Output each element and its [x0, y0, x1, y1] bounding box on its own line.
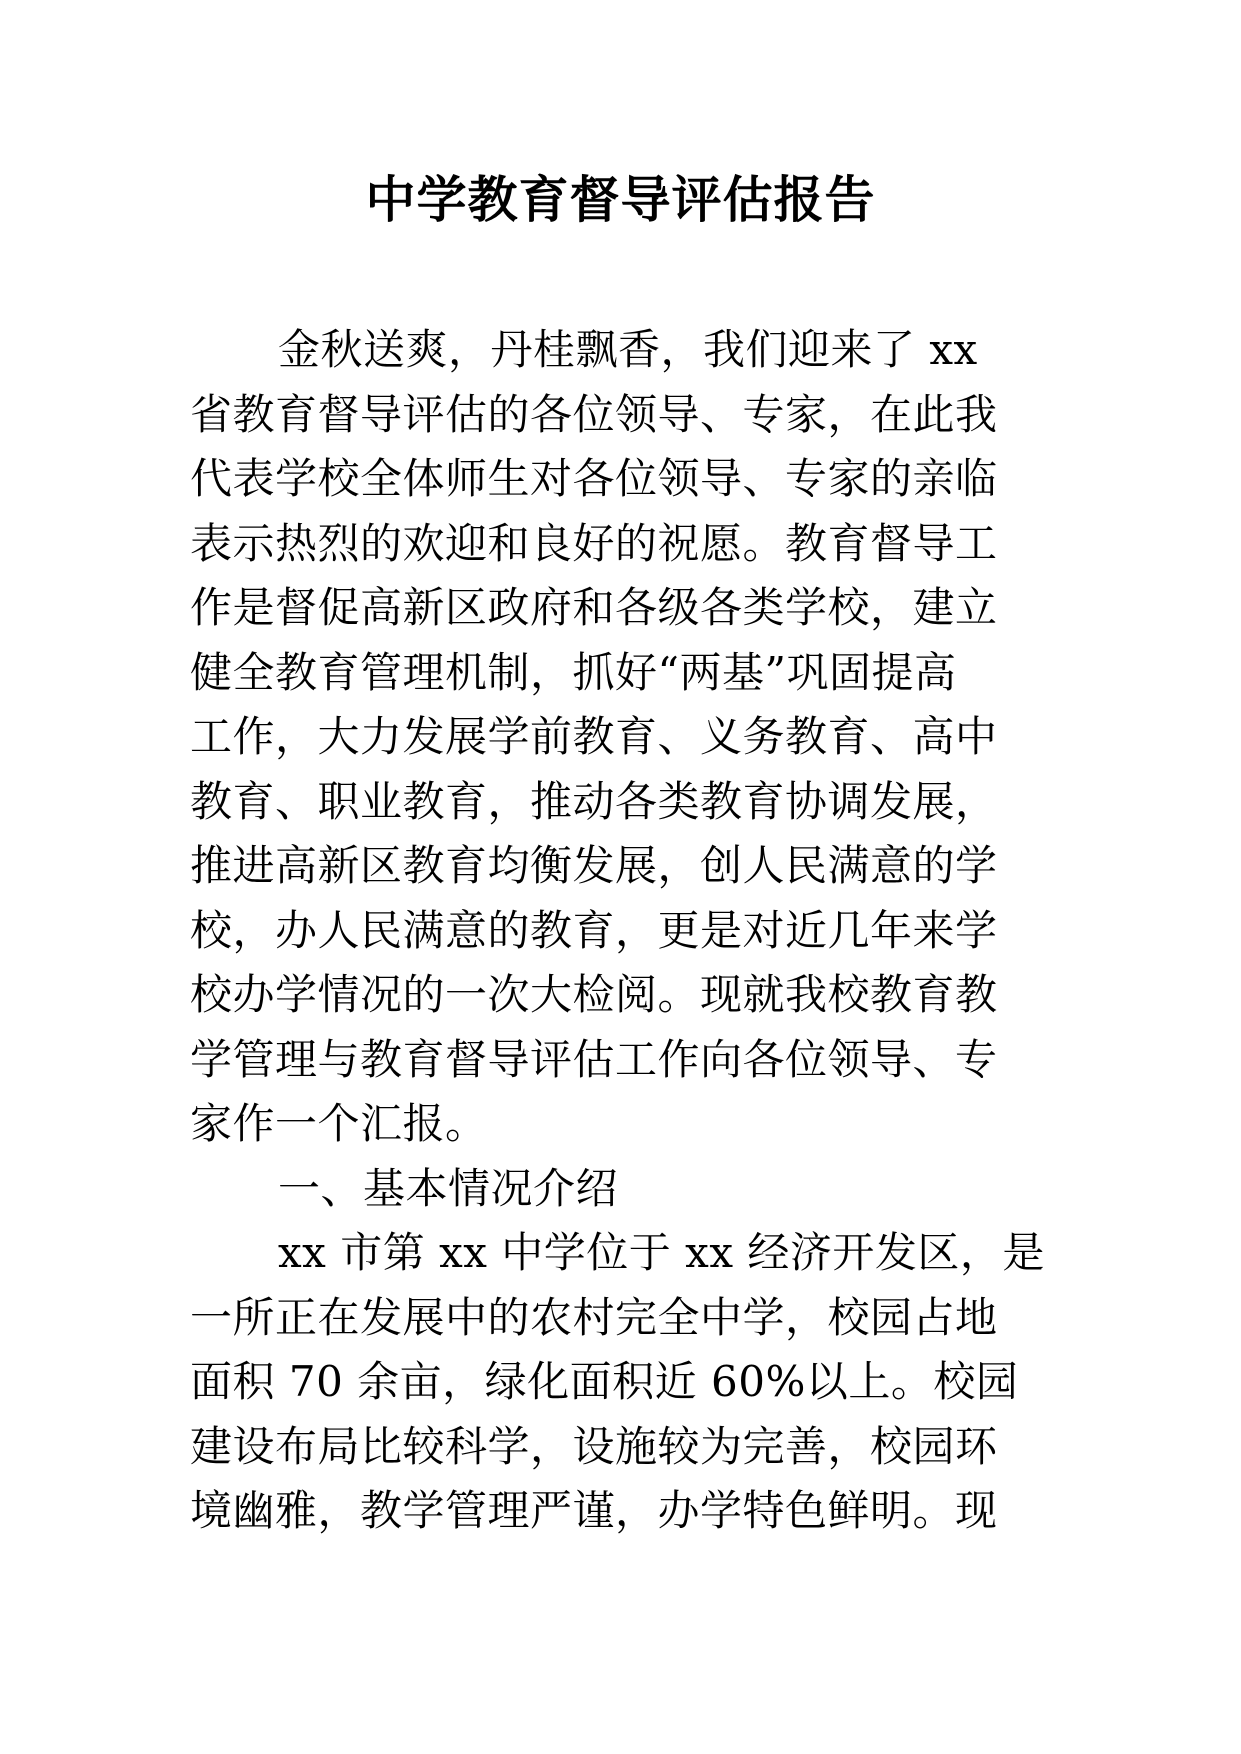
paragraph-line: 作是督促高新区政府和各级各类学校，建立	[190, 583, 998, 632]
paragraph-line: 金秋送爽，丹桂飘香，我们迎来了 xx	[278, 325, 978, 374]
paragraph-line: 健全教育管理机制，抓好“两基”巩固提高	[190, 647, 957, 697]
document-body	[190, 318, 1050, 1544]
paragraph-line: 推进高新区教育均衡发展，创人民满意的学	[190, 841, 998, 890]
paragraph-line: 表示热烈的欢迎和良好的祝愿。教育督导工	[190, 518, 998, 568]
paragraph-line: 工作，大力发展学前教育、义务教育、高中	[190, 712, 998, 761]
paragraph-line: 教育、职业教育，推动各类教育协调发展，	[190, 776, 998, 826]
section-heading: 一、基本情况介绍	[278, 1163, 619, 1213]
paragraph-line: 面积 70 余亩，绿化面积近 60%以上。校园	[190, 1357, 1019, 1406]
document-title: 中学教育督导评估报告	[365, 171, 876, 229]
paragraph-line: 学管理与教育督导评估工作向各位领导、专	[190, 1034, 998, 1084]
paragraph-line: 校，办人民满意的教育，更是对近几年来学	[190, 905, 998, 955]
paragraph-line: 家作一个汇报。	[190, 1099, 488, 1148]
paragraph-line: 省教育督导评估的各位领导、专家，在此我	[190, 389, 998, 439]
paragraph-line: xx 市第 xx 中学位于 xx 经济开发区，是	[278, 1228, 1045, 1277]
paragraph-line: 境幽雅，教学管理严谨，办学特色鲜明。现	[190, 1486, 998, 1535]
paragraph-line: 一所正在发展中的农村完全中学，校园占地	[190, 1292, 998, 1342]
paragraph-line: 代表学校全体师生对各位领导、专家的亲临	[190, 454, 998, 503]
paragraph-line: 校办学情况的一次大检阅。现就我校教育教	[190, 970, 998, 1019]
paragraph-line: 建设布局比较科学，设施较为完善，校园环	[190, 1421, 998, 1471]
